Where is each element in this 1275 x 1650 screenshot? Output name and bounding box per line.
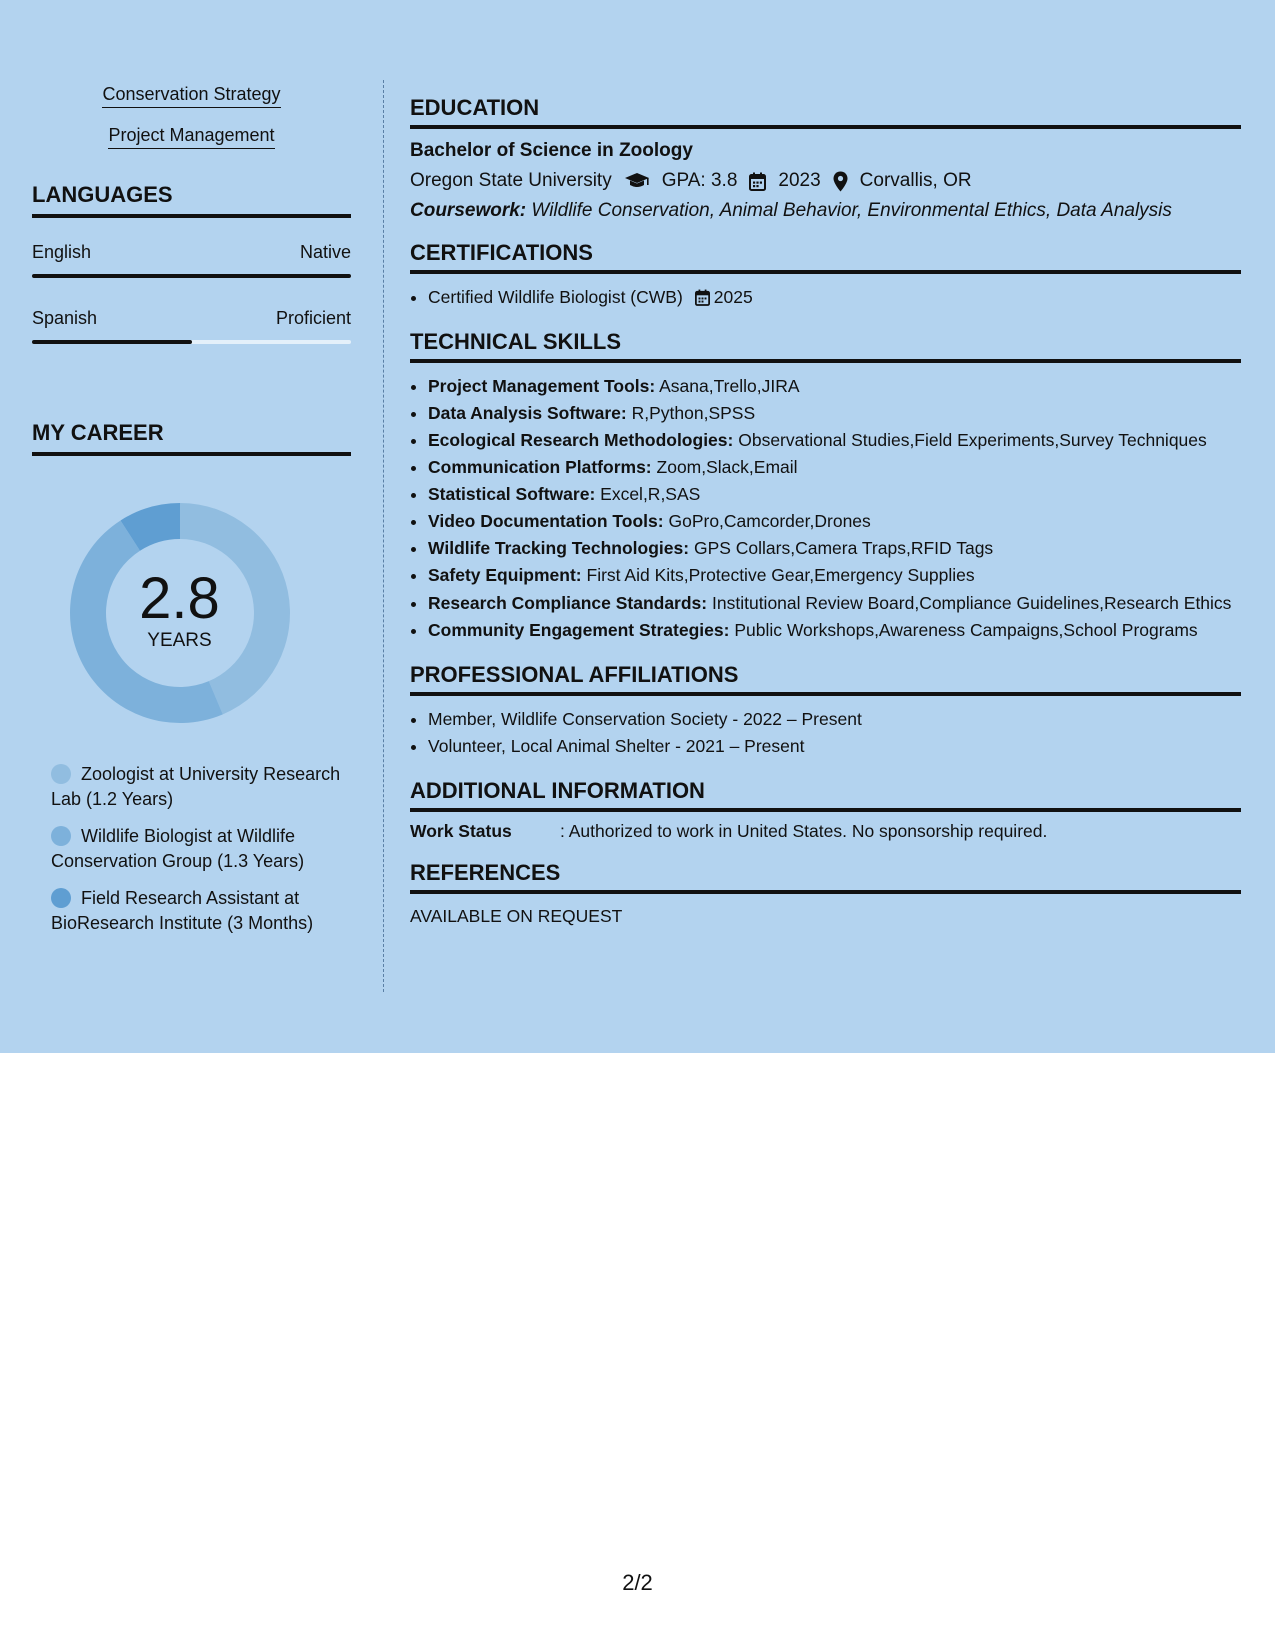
career-legend-item: Wildlife Biologist at Wildlife Conservation Group (1.3 Years) (51, 826, 305, 871)
page-number: 2/2 (622, 1570, 653, 1595)
skill-tag: Project Management (32, 125, 351, 146)
main-content (410, 95, 1241, 945)
career-legend-item: Zoologist at University Research Lab (1.2 Years) (51, 764, 341, 809)
education-section (410, 95, 1241, 222)
certifications-heading: CERTIFICATIONS (410, 240, 1241, 274)
graduation-cap-icon (624, 172, 650, 190)
career-legend (32, 762, 351, 936)
career-donut-chart (65, 498, 295, 728)
list-item: • Research Compliance Standards: Institutional Review Board,Compliance Guidelines,Research Ethics (428, 589, 1241, 617)
sidebar (32, 84, 351, 948)
legend-dot (51, 826, 71, 846)
list-item: • Ecological Research Methodologies: Observational Studies,Field Experiments,Survey Techniques (428, 427, 1241, 454)
list-item: • Volunteer, Local Animal Shelter - 2021 – Present (428, 733, 1241, 760)
languages-heading: LANGUAGES (32, 182, 351, 218)
affiliations-heading: PROFESSIONAL AFFILIATIONS (410, 662, 1241, 696)
calendar-icon (749, 172, 766, 191)
list-item: • Data Analysis Software: R,Python,SPSS (428, 400, 1241, 427)
work-status-row (410, 821, 1241, 842)
language-name: Spanish (32, 308, 98, 328)
list-item: • Member, Wildlife Conservation Society - 2022 – Present (428, 706, 1241, 733)
list-item: • Community Engagement Strategies: Public Workshops,Awareness Campaigns,School Programs (428, 617, 1241, 644)
work-status-value: : Authorized to work in United States. No sponsorship required. (560, 821, 1048, 841)
career-total-unit: YEARS (147, 630, 212, 651)
affiliations-section (410, 662, 1241, 760)
list-item: • Safety Equipment: First Aid Kits,Protective Gear,Emergency Supplies (428, 562, 1241, 589)
language-bar (32, 340, 351, 344)
skill-tag: Conservation Strategy (32, 84, 351, 105)
degree-title: Bachelor of Science in Zoology (410, 140, 693, 161)
map-pin-icon (833, 171, 848, 192)
language-row (32, 242, 351, 263)
language-name: English (32, 242, 92, 262)
legend-dot (51, 764, 71, 784)
career-total-value: 2.8 (139, 566, 220, 631)
graduation-year: 2023 (778, 170, 821, 191)
references-section (410, 860, 1241, 927)
references-text: AVAILABLE ON REQUEST (410, 906, 623, 926)
career-heading: MY CAREER (32, 420, 351, 456)
list-item: • Wildlife Tracking Technologies: GPS Collars,Camera Traps,RFID Tags (428, 535, 1241, 562)
additional-info-heading: ADDITIONAL INFORMATION (410, 778, 1241, 812)
career-section (32, 420, 351, 936)
donut-center (65, 568, 295, 652)
career-legend-item: Field Research Assistant at BioResearch Institute (3 Months) (51, 888, 314, 933)
technical-skills-heading: TECHNICAL SKILLS (410, 329, 1241, 363)
column-divider (383, 80, 384, 992)
list-item: • Statistical Software: Excel,R,SAS (428, 481, 1241, 508)
list-item (428, 284, 1241, 311)
coursework-list: Wildlife Conservation, Animal Behavior, Environmental Ethics, Data Analysis (531, 200, 1172, 221)
coursework-label: Coursework: (410, 200, 527, 221)
additional-info-section (410, 778, 1241, 842)
school-location: Corvallis, OR (859, 170, 972, 191)
language-bar-fill (32, 340, 192, 344)
technical-skills-section (410, 329, 1241, 644)
list-item: • Video Documentation Tools: GoPro,Camcorder,Drones (428, 508, 1241, 535)
languages-section (32, 182, 351, 344)
education-heading: EDUCATION (410, 95, 1241, 129)
language-bar (32, 274, 351, 278)
legend-dot (51, 888, 71, 908)
education-details (410, 170, 1241, 192)
certification-year: 2025 (713, 287, 753, 307)
certifications-list (410, 284, 1241, 311)
gpa: GPA: 3.8 (661, 170, 738, 191)
language-level: Proficient (275, 308, 351, 328)
affiliations-list (410, 706, 1241, 760)
language-row (32, 308, 351, 329)
certification-name: • Certified Wildlife Biologist (CWB) (428, 287, 683, 307)
list-item: • Project Management Tools: Asana,Trello,JIRA (428, 373, 1241, 400)
coursework (410, 200, 1241, 222)
references-heading: REFERENCES (410, 860, 1241, 894)
language-level: Native (299, 242, 351, 262)
calendar-icon (695, 289, 710, 306)
work-status-label: Work Status (410, 821, 512, 841)
school-name: Oregon State University (410, 170, 612, 191)
technical-skills-list (410, 373, 1241, 644)
language-bar-fill (32, 274, 351, 278)
certifications-section (410, 240, 1241, 311)
list-item: • Communication Platforms: Zoom,Slack,Email (428, 454, 1241, 481)
